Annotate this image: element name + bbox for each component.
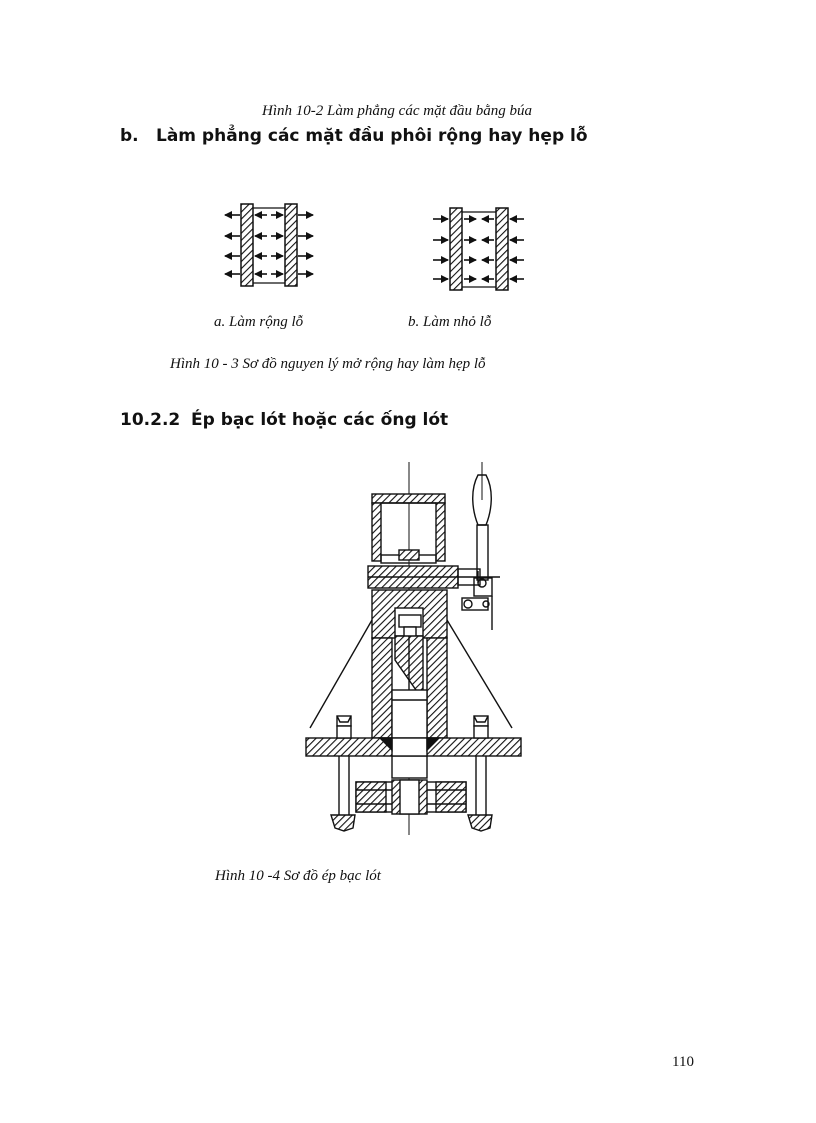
section-10-2-2-title: Ép bạc lót hoặc các ống lót bbox=[191, 410, 449, 430]
figure-10-4-caption: Hình 10 -4 Sơ đồ ép bạc lót bbox=[215, 868, 381, 884]
figure-10-2-caption: Hình 10-2 Làm phẳng các mặt đầu bằng búa bbox=[262, 103, 532, 119]
section-10-2-2-number: 10.2.2 bbox=[120, 410, 181, 430]
subfigure-b-label: b. Làm nhỏ lỗ bbox=[408, 314, 492, 330]
page-number: 110 bbox=[672, 1054, 694, 1070]
section-b-label: b. bbox=[120, 126, 139, 146]
subfigure-a-label: a. Làm rộng lỗ bbox=[214, 314, 304, 330]
section-b-title: Làm phẳng các mặt đầu phôi rộng hay hẹp lỗ bbox=[156, 126, 588, 146]
figure-10-3-caption: Hình 10 - 3 Sơ đồ nguyen lý mở rộng hay làm hẹp lỗ bbox=[170, 356, 486, 372]
